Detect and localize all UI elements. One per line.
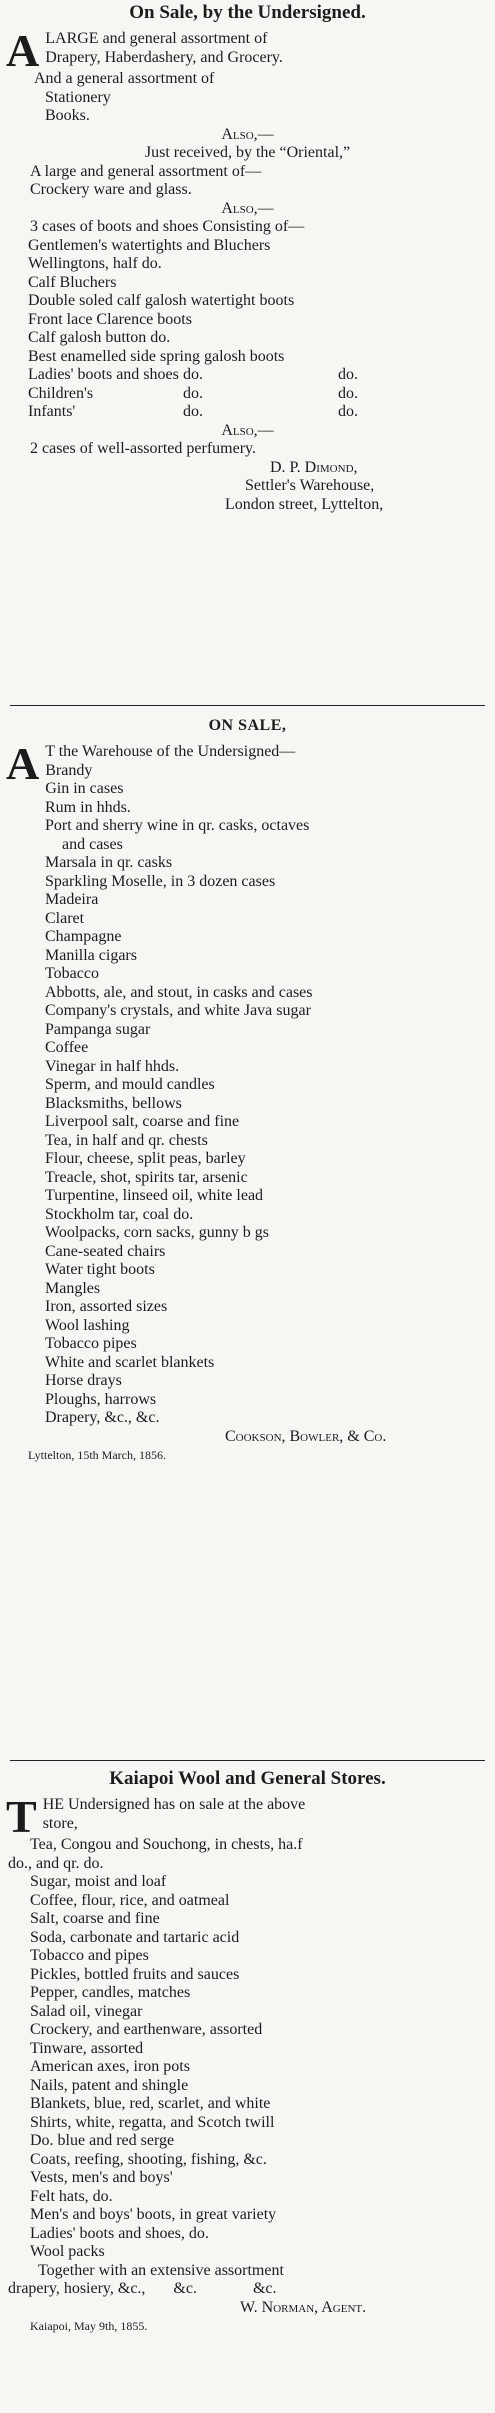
signature-line: Settler's Warehouse, bbox=[245, 477, 375, 494]
list-item: Felt hats, do. bbox=[30, 2187, 113, 2205]
list-item: Iron, assorted sizes bbox=[45, 1298, 168, 1315]
table-cell: do. bbox=[338, 384, 358, 402]
list-item: Cane-seated chairs bbox=[45, 1242, 166, 1260]
list-item: Pampanga sugar bbox=[45, 1020, 151, 1038]
table-row bbox=[28, 385, 358, 404]
signature-line: London street, Lyttelton, bbox=[225, 495, 384, 513]
list-item: Salt, coarse and fine bbox=[30, 1910, 160, 1927]
list-item: Coffee, flour, rice, and oatmeal bbox=[30, 1891, 230, 1909]
list-item: Tinware, assorted bbox=[30, 2039, 144, 2057]
text-line: A large and general assortment of— bbox=[30, 162, 262, 180]
list-item: Horse drays bbox=[45, 1372, 122, 1389]
list-item: Ladies' boots and shoes, do. bbox=[30, 2224, 209, 2242]
list-item: Wool lashing bbox=[45, 1316, 130, 1334]
table-cell: do. bbox=[183, 384, 203, 402]
drop-cap: T bbox=[6, 1791, 37, 1842]
text-line: Crockery ware and glass. bbox=[30, 181, 192, 198]
list-item: Tobacco pipes bbox=[45, 1335, 137, 1352]
table-cell: do. bbox=[338, 403, 358, 420]
list-item: Best enamelled side spring galosh boots bbox=[28, 347, 285, 365]
list-item: Champagne bbox=[45, 928, 122, 945]
list-item: Coats, reefing, shooting, fishing, &c. bbox=[30, 2150, 267, 2168]
list-item: Port and sherry wine in qr. casks, octaves bbox=[45, 817, 310, 834]
list-item: Gin in cases bbox=[45, 780, 124, 797]
list-item: Shirts, white, regatta, and Scotch twill bbox=[30, 2113, 275, 2131]
signature-name: Cookson, Bowler, & Co. bbox=[225, 1427, 387, 1445]
list-item: Sperm, and mould candles bbox=[45, 1076, 215, 1093]
list-item: Salad oil, vinegar bbox=[30, 2002, 143, 2020]
advert-heading: Kaiapoi Wool and General Stores. bbox=[109, 1768, 386, 1789]
list-item: Calf galosh button do. bbox=[28, 329, 171, 346]
list-item: and cases bbox=[62, 835, 123, 853]
intro-line: Drapery, Haberdashery, and Grocery. bbox=[45, 48, 283, 66]
list-item: Do. blue and red serge bbox=[30, 2132, 175, 2149]
also-separator: Also,— bbox=[221, 199, 274, 217]
list-item: Abbotts, ale, and stout, in casks and cases bbox=[45, 983, 313, 1001]
list-item: Wool packs bbox=[30, 2243, 105, 2260]
intro-line: T the Warehouse of the Undersigned— bbox=[45, 743, 296, 760]
list-item: Drapery, &c., &c. bbox=[45, 1409, 160, 1426]
item-list bbox=[0, 1873, 495, 2262]
list-item: Nails, patent and shingle bbox=[30, 2076, 189, 2094]
table-cell: do. bbox=[183, 366, 203, 383]
dateline: Lyttelton, 15th March, 1856. bbox=[28, 1448, 166, 1462]
table-row bbox=[28, 366, 358, 385]
list-item: Claret bbox=[45, 909, 85, 927]
drop-cap: A bbox=[6, 738, 40, 789]
advert-norman bbox=[0, 1768, 495, 2336]
boot-list bbox=[0, 237, 495, 367]
list-item: Coffee bbox=[45, 1039, 89, 1056]
text-line: Books. bbox=[45, 107, 90, 124]
table-cell: Children's bbox=[28, 384, 94, 402]
list-item: Manilla cigars bbox=[45, 946, 137, 964]
list-item: Sparkling Moselle, in 3 dozen cases bbox=[45, 872, 276, 890]
text-line: Tea, Congou and Souchong, in chests, ha.f bbox=[30, 1836, 303, 1853]
list-item: Double soled calf galosh watertight boots bbox=[28, 292, 295, 309]
list-item: Treacle, shot, spirits tar, arsenic bbox=[45, 1168, 248, 1186]
list-item: Rum in hhds. bbox=[45, 798, 131, 816]
table-cell: do. bbox=[338, 366, 358, 383]
list-item: Flour, cheese, split peas, barley bbox=[45, 1150, 246, 1167]
list-item: Liverpool salt, coarse and fine bbox=[45, 1113, 240, 1130]
advert-dimond bbox=[0, 2, 495, 514]
list-item: Soda, carbonate and tartaric acid bbox=[30, 1928, 240, 1946]
list-item: Turpentine, linseed oil, white lead bbox=[45, 1187, 264, 1204]
list-item: Mangles bbox=[45, 1279, 101, 1297]
item-list bbox=[0, 762, 495, 1428]
text-line: drapery, hosiery, &c., &c. &c. bbox=[8, 2280, 277, 2297]
table-cell: Ladies' boots and shoes bbox=[28, 366, 179, 383]
dateline: Kaiapoi, May 9th, 1855. bbox=[30, 2319, 148, 2333]
also-separator: Also,— bbox=[221, 125, 274, 143]
list-item: White and scarlet blankets bbox=[45, 1353, 215, 1371]
also-separator: Also,— bbox=[221, 421, 274, 439]
boot-table bbox=[28, 366, 358, 422]
text-line: 2 cases of well-assorted perfumery. bbox=[30, 440, 256, 457]
list-item: Woolpacks, corn sacks, gunny b gs bbox=[45, 1224, 270, 1241]
advert-cookson bbox=[0, 715, 495, 1465]
intro-line: LARGE and general assortment of bbox=[45, 30, 268, 47]
list-item: Vinegar in half hhds. bbox=[45, 1057, 180, 1075]
list-item: Gentlemen's watertights and Bluchers bbox=[28, 236, 271, 254]
advert-heading: ON SALE, bbox=[208, 717, 287, 734]
text-line: And a general assortment of bbox=[34, 70, 215, 87]
list-item: Crockery, and earthenware, assorted bbox=[30, 2021, 263, 2038]
list-item: Stockholm tar, coal do. bbox=[45, 1205, 194, 1223]
divider-rule bbox=[10, 1760, 485, 1761]
list-item: Brandy bbox=[45, 761, 93, 779]
text-line: Just received, by the “Oriental,” bbox=[144, 144, 351, 161]
list-item: Sugar, moist and loaf bbox=[30, 1873, 167, 1890]
list-item: Blacksmiths, bellows bbox=[45, 1094, 182, 1112]
list-item: Pepper, candles, matches bbox=[30, 1984, 191, 2001]
table-row bbox=[28, 403, 358, 422]
list-item: Ploughs, harrows bbox=[45, 1390, 157, 1408]
table-cell: Infants' bbox=[28, 403, 76, 420]
list-item: Pickles, bottled fruits and sauces bbox=[30, 1965, 240, 1983]
intro-line: HE Undersigned has on sale at the above bbox=[42, 1796, 306, 1813]
list-item: Tobacco and pipes bbox=[30, 1947, 149, 1964]
list-item: Madeira bbox=[45, 891, 99, 908]
list-item: Blankets, blue, red, scarlet, and white bbox=[30, 2095, 271, 2112]
list-item: Tea, in half and qr. chests bbox=[45, 1131, 208, 1149]
text-line: Together with an extensive assortment bbox=[38, 2261, 284, 2279]
drop-cap: A bbox=[6, 25, 40, 76]
text-line: do., and qr. do. bbox=[8, 1854, 104, 1872]
list-item: Men's and boys' boots, in great variety bbox=[30, 2206, 277, 2223]
list-item: Company's crystals, and white Java sugar bbox=[45, 1002, 311, 1019]
text-line: 3 cases of boots and shoes Consisting of— bbox=[30, 218, 305, 235]
list-item: Front lace Clarence boots bbox=[28, 310, 192, 328]
list-item: American axes, iron pots bbox=[30, 2058, 190, 2075]
list-item: Calf Bluchers bbox=[28, 273, 117, 291]
list-item: Vests, men's and boys' bbox=[30, 2169, 173, 2186]
list-item: Tobacco bbox=[45, 965, 99, 982]
text-line: Stationery bbox=[45, 88, 111, 106]
advert-heading: On Sale, by the Undersigned. bbox=[129, 2, 366, 23]
divider-rule bbox=[10, 705, 485, 706]
table-cell: do. bbox=[183, 403, 203, 420]
intro-line: store, bbox=[42, 1814, 78, 1832]
list-item: Wellingtons, half do. bbox=[28, 255, 162, 272]
list-item: Water tight boots bbox=[45, 1261, 155, 1278]
list-item: Marsala in qr. casks bbox=[45, 854, 173, 871]
signature-name: D. P. Dimond, bbox=[270, 458, 358, 476]
signature-name: W. Norman, Agent. bbox=[240, 2298, 367, 2316]
